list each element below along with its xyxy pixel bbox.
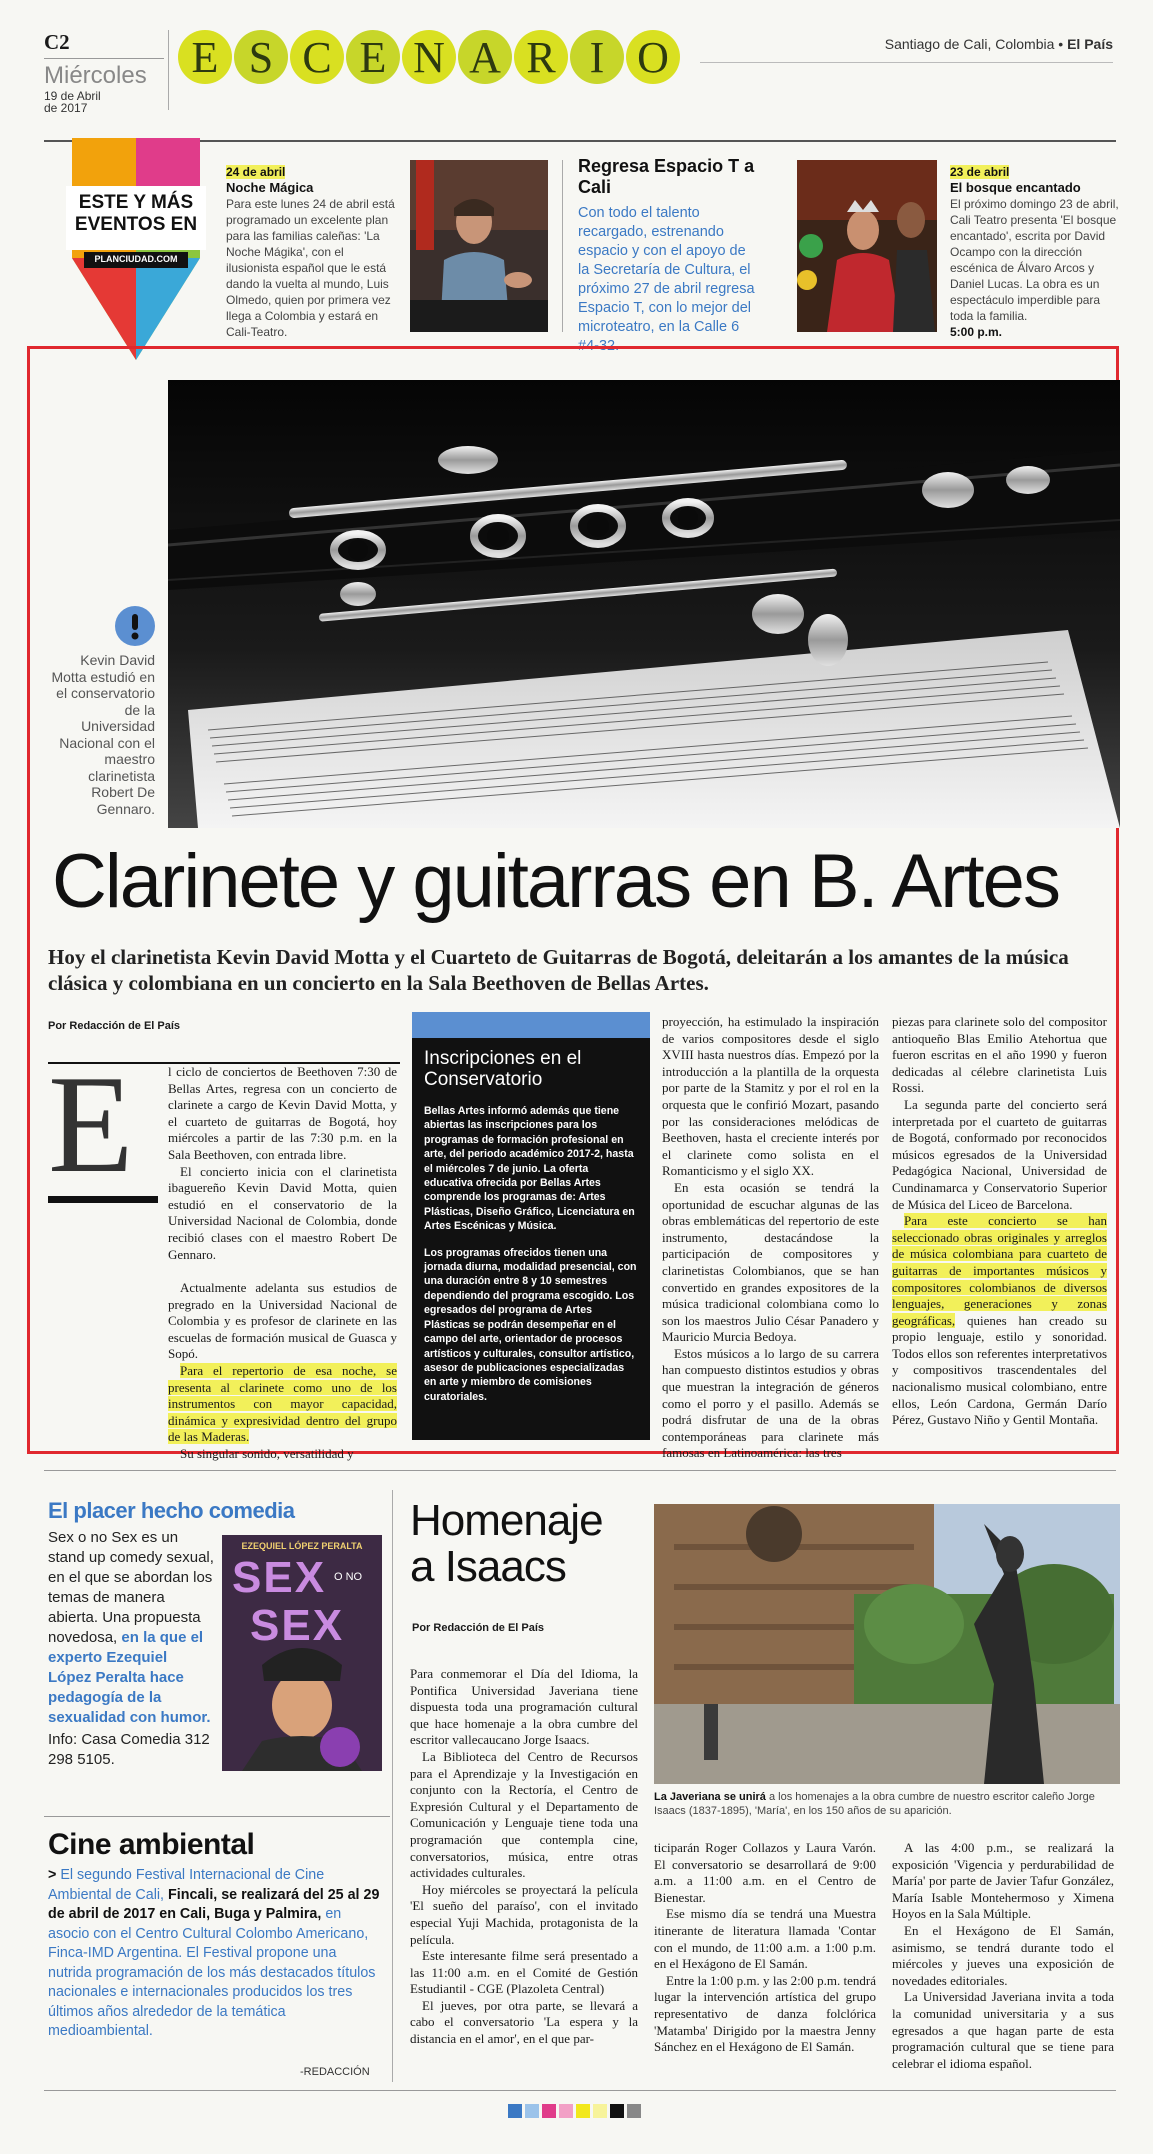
paragraph: l ciclo de conciertos de Beethoven 7:30 de Bellas Artes, regresa con un concierto de clarinete a cargo de Kevin David Motta, y el cuarteto de guitarras de Bogotá, hoy miércoles a partir de las 7:30 p.m. en la Sala Beethoven, con entrada libre. [168, 1064, 397, 1162]
swatch [542, 2104, 556, 2118]
divider [44, 2090, 1116, 2091]
event-body: Con todo el talento recargado, estrenando espacio y con el apoyo de la Secretaría de Cultura, el próximo 27 de abril regresa Espacio T, con lo mejor del microteatro, en la Calle 6 #4-32. [578, 205, 755, 354]
event-bosque-encantado [950, 164, 1120, 340]
title-line: Homenaje [410, 1496, 603, 1545]
byline: Por Redacción de El País [412, 1622, 545, 1634]
section-letter: O [626, 30, 680, 84]
paragraph: Ese mismo día se tendrá una Muestra itinerante de literatura llamada 'Contar con el mundo, de 11:00 a.m. a 1:00 p.m. en el Hexágono de El Samán. [654, 1906, 876, 1972]
badge-site: PLANCIUDAD.COM [94, 254, 178, 264]
issue-date [44, 90, 101, 114]
divider [44, 1470, 1116, 1471]
date-line: 19 de Abril [44, 89, 101, 103]
swatch [593, 2104, 607, 2118]
article-col3 [662, 1014, 879, 1462]
color-registration-bar [508, 2104, 641, 2118]
paragraph: El concierto inicia con el clarinetista ibaguereño Kevin David Motta, quien estudió en el conservatorio de la Universidad Nacional de Colombia, donde recibió clases con el maestro Robert De Gennaro. [168, 1163, 397, 1262]
highlighted-paragraph: Para el repertorio de esa noche, se presenta al clarinete como uno de los instrumentos con mayor capacidad, dinámica y expresividad dentro del grupo de las Maderas. [168, 1362, 397, 1445]
section-letter: E [178, 30, 232, 84]
swatch [525, 2104, 539, 2118]
paragraph: Estos músicos a lo largo de su carrera han compuesto distintos estudios y obras que muestran la integración de géneros como el porro y el pasillo. Además se podrá disfrutar de una de la obras contemporáneas para clarinete más famosas en Latinoamérica: las tres [662, 1345, 879, 1461]
swatch [610, 2104, 624, 2118]
event-date: 24 de abril [226, 165, 286, 179]
divider [168, 30, 169, 110]
paragraph: A las 4:00 p.m., se realizará la exposición 'Vigencia y perdurabilidad de María' por parte de Javier Tafur González, María Isable Montehermoso y Ximena Hoyos en la Sala Múltiple. [892, 1840, 1114, 1922]
section-letter: E [346, 30, 400, 84]
swatch [559, 2104, 573, 2118]
poster-word: SEX [250, 1601, 345, 1650]
divider [392, 1490, 393, 2082]
headline: Clarinete y guitarras en B. Artes [52, 839, 1059, 924]
isaacs-col3 [892, 1840, 1114, 2072]
cine-marker: > [48, 1867, 57, 1883]
divider [562, 160, 563, 332]
photo-caption: Kevin David Motta estudió en el conservatorio de la Universidad Nacional con el maestro clarinetista Robert De Gennaro. [51, 652, 155, 817]
paragraph: ticiparán Roger Collazos y Laura Varón. El conversatorio se desarrollará de 9:00 a.m. a 11:00 a.m. en el Centro de Bienestar. [654, 1840, 876, 1905]
badge-line1: ESTE Y MÁS [78, 192, 194, 213]
year-line: de 2017 [44, 101, 88, 115]
caption-bold: La Javeriana se unirá [654, 1791, 766, 1803]
paper-name: El País [1067, 36, 1113, 52]
sidebar-inscripciones [412, 1012, 650, 1440]
section-letter: C [290, 30, 344, 84]
bullet: • [1058, 36, 1064, 52]
comedy-title: El placer hecho comedia [48, 1498, 295, 1523]
event-body: El próximo domingo 23 de abril, Cali Teatro presenta 'El bosque encantado', escrita por David Ocampo con la dirección escénica de Álvaro Arcos y Daniel Lucas. La obra es un espectáculo imperdible para toda la familia. [950, 197, 1119, 323]
exclamation-icon [115, 606, 155, 646]
cine-body [48, 1866, 382, 2042]
event-date: 23 de abril [950, 165, 1010, 179]
section-letter: I [570, 30, 624, 84]
swatch [576, 2104, 590, 2118]
sidebar-band [412, 1012, 650, 1038]
byline: Por Redacción de El País [48, 1020, 181, 1032]
planciudad-badge[interactable] [62, 138, 210, 360]
paragraph: Entre la 1:00 p.m. y las 2:00 p.m. tendrá lugar la intervención artística del grupo representativo de danza folclórica 'Matamba' Dirigido por la maestra Jenny Sánchez en el Hexágono de El Samán. [654, 1972, 876, 2055]
article-col4 [892, 1014, 1107, 1429]
divider [44, 1816, 390, 1817]
comedy-info: Info: Casa Comedia 312 298 5105. [48, 1731, 210, 1768]
map-pin-icon [62, 138, 210, 360]
divider [700, 62, 1113, 63]
sidebar-title: Inscripciones en el Conservatorio [424, 1048, 582, 1090]
section-title-escenario [178, 30, 680, 98]
isaacs-col2 [654, 1840, 876, 2056]
comedy-text-blue: en la que el experto Ezequiel López Peralta hace pedagogía de la sexualidad con humor. [48, 1629, 211, 1726]
section-letter: R [514, 30, 568, 84]
comedy-text: Sex o no Sex es un stand up comedy sexual, en el que se abordan los temas de manera abierta. Una propuesta novedosa, [48, 1529, 214, 1646]
comedy-poster [222, 1535, 382, 1771]
event-espacio-t [578, 156, 756, 356]
paragraph: Su singular sonido, versatilidad y [180, 1445, 354, 1461]
isaacs-title [410, 1498, 603, 1590]
event-title: Noche Mágica [226, 180, 314, 195]
cine-title: Cine ambiental [48, 1828, 255, 1861]
article-col1 [168, 1280, 397, 1463]
dateline [885, 36, 1113, 52]
swatch [508, 2104, 522, 2118]
highlighted-text: Para este concierto se han seleccionado obras originales y arreglos de música colombiana para cuarteto de guitarras de importantes músicos y compositores colombianos de diversos lenguajes, generaciones y zonas geográficas, [892, 1213, 1107, 1328]
location: Santiago de Cali, Colombia [884, 36, 1055, 52]
paragraph: En esta ocasión se tendrá la oportunidad de escuchar algunas de las obras emblemáticas del repertorio de este instrumento, destacándose la participación de compositores y clarinetistas Colombianos, que se han convertido en grandes expositores de la música tradicional colombiana como lo son los maestros Julio César Panadero y Mauricio Murcia Bedoya. [662, 1179, 879, 1345]
statue-photo [654, 1504, 1120, 1784]
paragraph: proyección, ha estimulado la inspiración de varios compositores desde el siglo XVIII hasta nuestros días. Empezó por la introducción a la plantilla de la orquesta por parte de la Stamitz y por el rol en la orquesta que le confirió Mozart, pasando por las consideraciones melódicas de Beethoven, hasta el creciente interés por el clarinete como solista en el Romanticismo y el siglo XX. [662, 1014, 879, 1179]
event-body: Para este lunes 24 de abril está programado un excelente plan para las familias caleñas: 'La Noche Mágika', con el ilusionista español que le está dando la vuelta al mundo, Luis Olmedo, quien por primera vez llega a Colombia y estará en Cali-Teatro. [226, 197, 395, 339]
cine-text-blue: El segundo Festival Internacional de Cine Ambiental de Cali, [48, 1867, 325, 1903]
sidebar-paragraph: Bellas Artes informó además que tiene abiertas las inscripciones para los programas de formación profesional en arte, del periodo académico 2017-2, hasta el miércoles 7 de junio. La oferta educativa ofrecida por Bellas Artes comprende los programas de: Artes Plásticas, Diseño Gráfico, Licenciatura en Artes Escénicas y Música. [424, 1105, 635, 1233]
section-letter: N [402, 30, 456, 84]
divider [48, 1196, 158, 1203]
section-letter: A [458, 30, 512, 84]
bosque-encantado-photo [797, 160, 937, 332]
paragraph: piezas para clarinete solo del compositor antioqueño Blas Emilio Atehortua que fueron escritas en el año 1990 y fueron dedicadas al célebre clarinetista Luis Rossi. [892, 1014, 1107, 1096]
magician-photo [410, 160, 548, 332]
poster-word: SEX [232, 1553, 327, 1602]
event-title: Regresa Espacio T a Cali [578, 156, 755, 197]
paragraph: Para conmemorar el Día del Idioma, la Pontifica Universidad Javeriana tiene dispuesta toda una programación cultural que hace homenaje a la obra cumbre del escritor vallecaucano Jorge Isaacs. [410, 1666, 638, 1748]
paragraph: La Biblioteca del Centro de Recursos para el Aprendizaje y la Investigación en conjunto con la Rectoría, el Centro de Expresión Cultural y el Departamento de Comunicación y Lenguaje tiene toda una programación que contempla cine, conversatorios, música, entre otras actividades culturales. [410, 1748, 638, 1881]
comedy-body [48, 1528, 214, 1770]
event-noche-magica [226, 164, 398, 340]
section-letter: S [234, 30, 288, 84]
subheadline: Hoy el clarinetista Kevin David Motta y el Cuarteto de Guitarras de Bogotá, deleitarán a los amantes de la música clásica y colombiana en un concierto en la Sala Beethoven de Bellas Artes. [48, 945, 1069, 995]
credit: -REDACCIÓN [300, 2066, 370, 2078]
day-name: Miércoles [44, 62, 147, 89]
cine-text-blue: en asocio con el Centro Cultural Colombo Americano, Finca-IMD Argentina. El Festival propone una nutrida programación de los más destacados títulos nacionales e internacionales producidos los tres últimos años alrededor de la temática medioambiental. [48, 1906, 376, 2039]
page-number: C2 [44, 30, 70, 54]
paragraph: El jueves, por otra parte, se llevará a cabo el conversatorio 'La espera y la distancia en el amor', en el que par- [410, 1997, 638, 2047]
event-time: 5:00 p.m. [950, 325, 1003, 339]
paragraph-text: quienes han creado su propio lenguaje, estilo y sonoridad. Todos ellos son referentes interpretativos y compositivos trascendentales del nacionalismo musical colombiano, entre ellos, León Cardona, Germán Darío Pérez, Gustavo Niño y Gentil Montaña. [892, 1312, 1107, 1428]
title-line: a Isaacs [410, 1542, 566, 1591]
statue-caption [654, 1790, 1116, 1818]
cine-text-bold: Fincali, se realizará del 25 al 29 de abril de 2017 en Cali, Buga y Palmira, [48, 1886, 380, 1922]
swatch [627, 2104, 641, 2118]
sidebar-paragraph: Los programas ofrecidos tienen una jornada diurna, modalidad presencial, con una duración entre 8 y 10 semestres dependiendo del programa escogido. Los egresados del programa de Artes Plásticas se podrán desempeñar en el campo del arte, orientador de procesos artísticos y culturales, consultor artístico, asesor de publicaciones especializadas en arte y miembro de comisiones curatoriales. [424, 1246, 637, 1403]
badge-line2: EVENTOS EN [74, 214, 198, 235]
isaacs-col1 [410, 1666, 638, 2048]
paragraph: Este interesante filme será presentado a las 11:00 a.m. en el Comité de Gestión Estudiantil - CGE (Plazoleta Central) [410, 1948, 638, 1997]
paragraph: Hoy miércoles se proyectará la película 'El sueño del paraíso', con el invitado especial Yuji Machida, protagonista de la película. [410, 1881, 638, 1947]
article-col1-top [168, 1064, 397, 1263]
paragraph: La segunda parte del concierto será interpretada por el cuarteto de guitarras de Bogotá, conformado por reconocidos músicos egresados de la Universidad Pedagógica Nacional, Universidad de Cundinamarca y Conservatorio Superior de Música del Liceo de Barcelona. [892, 1096, 1107, 1212]
paragraph: Actualmente adelanta sus estudios de pregrado en la Universidad Nacional de Colombia y es profesor de clarinete en las escuelas de formación musical de Guasca y Sopó. [168, 1280, 397, 1362]
event-title: El bosque encantado [950, 180, 1081, 195]
divider [44, 58, 164, 59]
clarinet-photo [168, 380, 1120, 828]
paragraph: La Universidad Javeriana invita a toda la comunidad universitaria y a sus egresados a que hagan parte de esta programación cultural que se tiene para celebrar el idioma español. [892, 1989, 1114, 2071]
paragraph: En el Hexágono de El Samán, asimismo, se tendrá durante todo el miércoles y jueves una exposición de novedades editoriales. [892, 1922, 1114, 1988]
drop-cap: E [48, 1047, 134, 1202]
poster-author: EZEQUIEL LÓPEZ PERALTA [241, 1541, 363, 1551]
caption-text: a los homenajes a la obra cumbre de nuestro escritor caleño Jorge Isaacs (1837-1895), 'María', en los 150 años de su aparición. [654, 1791, 1095, 1817]
poster-word: O NO [334, 1571, 363, 1583]
